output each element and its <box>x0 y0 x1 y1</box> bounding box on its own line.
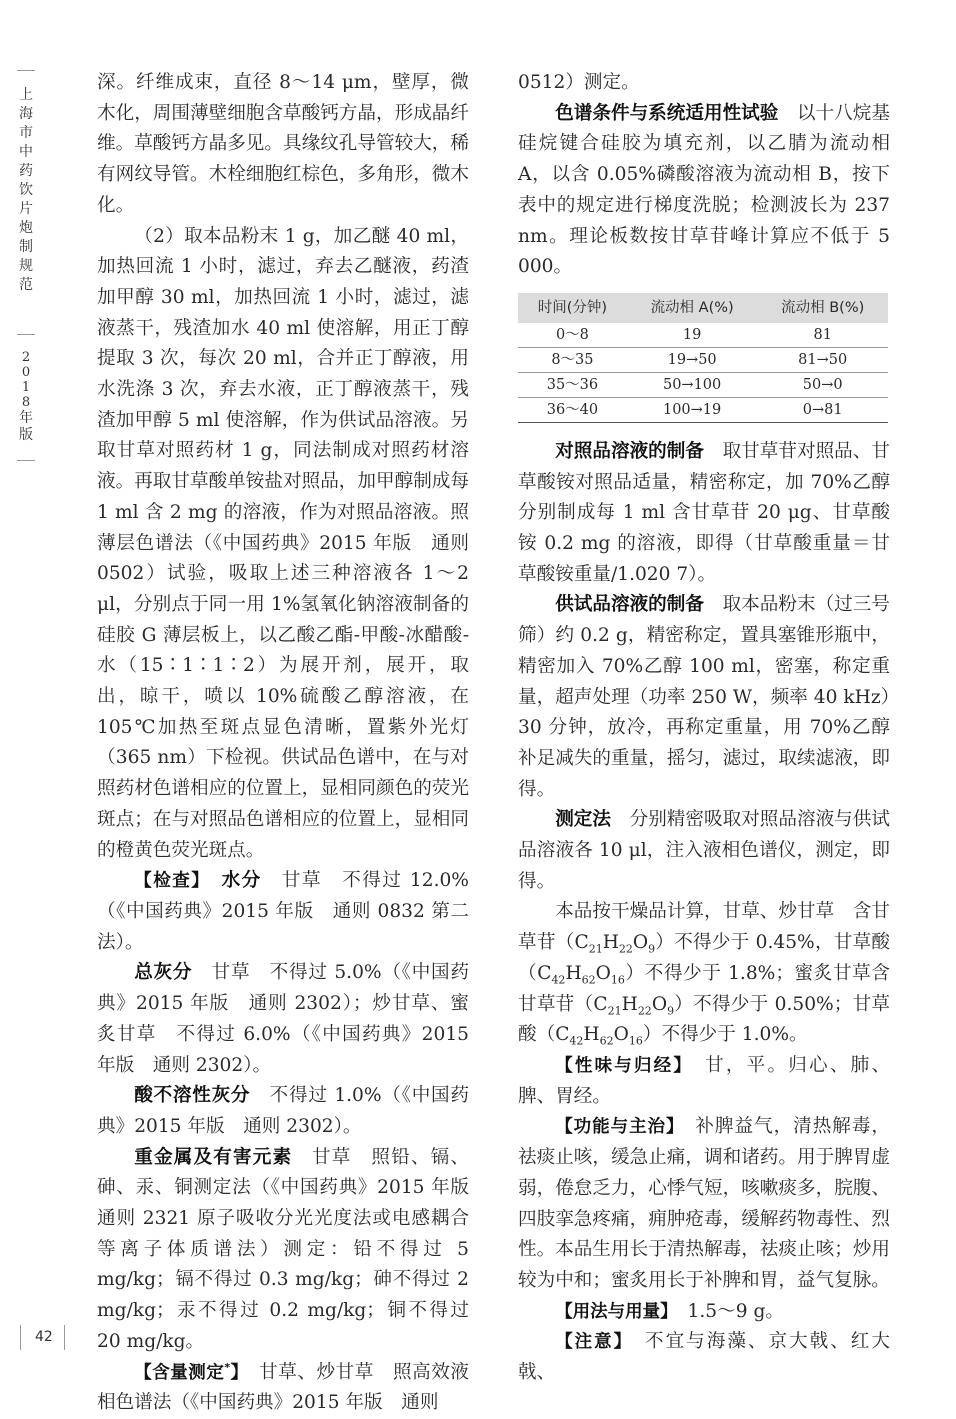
sidebar-char: 范 <box>19 277 33 293</box>
section-label-nature: 【性味与归经】 <box>555 1055 685 1076</box>
table-header: 时间(分钟) <box>518 293 627 323</box>
label-chromatography: 色谱条件与系统适用性试验 <box>555 102 779 124</box>
subscript: 21 <box>588 942 603 956</box>
table-cell: 100→19 <box>627 397 758 422</box>
table-header: 流动相 A(%) <box>627 293 758 323</box>
subscript: 62 <box>599 1035 614 1048</box>
text-fragment: O <box>651 993 668 1015</box>
label-reference-solution: 对照品溶液的制备 <box>555 440 704 462</box>
table-cell: 50→0 <box>757 372 888 397</box>
sidebar-rule-mid <box>17 334 35 335</box>
paragraph-function <box>518 1112 890 1296</box>
table-row <box>518 347 888 372</box>
label-total-ash: 总灰分 <box>134 962 193 984</box>
table-cell: 8～35 <box>518 347 627 372</box>
table-row <box>518 323 888 348</box>
paragraph-procedure <box>518 805 890 897</box>
sidebar-char: 规 <box>19 258 33 274</box>
text-assay: 甘草、炒甘草 照高效液相色谱法（《中国药典》2015 年版 通则 <box>97 1361 469 1414</box>
assay-footnote-mark: * <box>224 1360 231 1374</box>
gradient-table <box>518 293 888 423</box>
text-function: 补脾益气，清热解毒，祛痰止咳，缓急止痛，调和诸药。用于脾胃虚弱，倦怠乏力，心悸气短，咳嗽痰多，脘腹、四肢挛急疼痛，痈肿疮毒，缓解药物毒性、烈性。本品生用长于清热解毒，祛痰止咳；炒用较为中和；蜜炙用长于补脾和胃，益气复脉。 <box>518 1116 890 1291</box>
table-row <box>518 372 888 397</box>
paragraph-caution <box>518 1327 890 1388</box>
sidebar-char: 0 <box>21 365 31 380</box>
paragraph: （2）取本品粉末 1 g，加乙醚 40 ml，加热回流 1 小时，滤过，弃去乙醚液，药渣加甲醇 30 ml，加热回流 1 小时，滤过，滤液蒸干，残渣加水 40 ml 使溶解，用正丁醇提取 3 次，每次 20 ml，合并正丁醇液，用水洗涤 3 次，弃去水液，正丁醇液蒸干，残渣加甲醇 5 ml 使溶解，作为供试品溶液。另取甘草对照药材 1 g，同法制成对照药材溶液。再取甘草酸单铵盐对照品，加甲醇制成每 1 ml 含 2 mg 的溶液，作为对照品溶液。照薄层色谱法（《中国药典》2015 年版 通则 0502）试验，吸取上述三种溶液各 1～2 μl，分别点于同一用 1%氢氧化钠溶液制备的硅胶 G 薄层板上，以乙酸乙酯-甲酸-冰醋酸-水（15∶1∶1∶2）为展开剂，展开，取出，晾干，喷以 10%硫酸乙醇溶液，在 105℃加热至斑点显色清晰，置紫外光灯（365 nm）下检视。供试品色谱中，在与对照药材色谱相应的位置上，显相同颜色的荧光斑点；在与对照品色谱相应的位置上，显相同的橙黄色荧光斑点。 <box>97 225 469 861</box>
text-caution: 不宜与海藻、京大戟、红大戟、 <box>518 1331 890 1384</box>
text-fragment: ）不得少于 1.8%；蜜炙甘草含甘草苷（C <box>518 962 890 1015</box>
text-fragment: O <box>632 932 649 954</box>
table-cell: 0～8 <box>518 323 627 348</box>
paragraph: 深。纤维成束，直径 8～14 μm，壁厚，微木化，周围薄壁细胞含草酸钙方晶，形成晶纤维。草酸钙方晶多见。具缘纹孔导管较大，稀有网纹导管。木栓细胞红棕色，多角形，微木化。 <box>97 72 469 216</box>
sidebar-char: 年 <box>19 410 33 426</box>
paragraph-test-solution <box>518 590 890 805</box>
sidebar-char: 海 <box>19 106 33 122</box>
text-fragment: O <box>613 1024 629 1046</box>
text-fragment: H <box>583 1024 600 1046</box>
paragraph-total-ash <box>97 958 469 1081</box>
table-header: 流动相 B(%) <box>757 293 888 323</box>
left-column <box>97 68 488 1419</box>
label-acid-ash: 酸不溶性灰分 <box>134 1085 251 1107</box>
section-label-caution: 【注意】 <box>555 1332 625 1353</box>
table-cell: 35～36 <box>518 372 627 397</box>
text-water: 甘草 不得过 12.0%（《中国药典》2015 年版 通则 0832 第二法）。 <box>97 870 469 953</box>
sidebar-char: 上 <box>19 87 33 103</box>
sidebar-rule-top <box>17 70 35 71</box>
sidebar-char: 市 <box>19 125 33 141</box>
text-total-ash: 甘草 不得过 5.0%（《中国药典》2015 年版 通则 2302）；炒甘草、蜜炙甘草 不得过 6.0%（《中国药典》2015 年版 通则 2302）。 <box>97 962 469 1076</box>
sidebar-char: 1 <box>21 380 31 395</box>
subscript: 16 <box>628 1035 643 1048</box>
label-test-solution: 供试品溶液的制备 <box>555 594 704 616</box>
table-header-row <box>518 293 888 323</box>
text-chromatography: 以十八烷基硅烷键合硅胶为填充剂，以乙腈为流动相 A，以含 0.05%磷酸溶液为流动相 B，按下表中的规定进行梯度洗脱；检测波长为 237 nm。理论板数按甘草苷峰计算应不低于 5 000。 <box>518 102 890 278</box>
sidebar-char: 炮 <box>19 220 33 236</box>
sidebar-edition <box>12 350 40 444</box>
paragraph-nature-meridian <box>518 1051 890 1112</box>
paragraph-acid-ash <box>97 1081 469 1142</box>
assay-label-close: 】 <box>230 1362 240 1383</box>
table-cell: 50→100 <box>627 372 758 397</box>
table-cell: 19 <box>627 323 758 348</box>
table-cell: 81→50 <box>757 347 888 372</box>
subscript: 22 <box>618 942 633 956</box>
text-fragment: H <box>621 993 638 1015</box>
text-dosage: 1.5～9 g。 <box>687 1300 784 1322</box>
text-procedure: 分别精密吸取对照品溶液与供试品溶液各 10 μl，注入液相色谱仪，测定，即得。 <box>518 809 890 892</box>
text-nature: 甘，平。归心、肺、脾、胃经。 <box>518 1054 890 1107</box>
paragraph-assay <box>97 1358 469 1419</box>
page-number: 42 <box>35 1329 53 1345</box>
text-heavy-metals: 甘草 照铅、镉、砷、汞、铜测定法（《中国药典》2015 年版 通则 2321 原子吸收分光光度法或电感耦合等离子体质谱法）测定：铅不得过 5 mg/kg；镉不得过 0.3 mg/kg；砷不得过 2 mg/kg；汞不得过 0.2 mg/kg；铜不得过 20 mg/kg。 <box>97 1146 488 1352</box>
right-column <box>518 68 890 1389</box>
sidebar-char: 饮 <box>19 182 33 198</box>
sidebar-char: 版 <box>19 427 33 443</box>
text-fragment: O <box>595 962 611 984</box>
label-procedure: 测定法 <box>555 809 611 831</box>
paragraph: 0512）测定。 <box>518 72 640 93</box>
text-fragment: ）不得少于 0.45%，甘草酸（C <box>518 932 890 984</box>
subscript: 62 <box>581 973 596 987</box>
table-cell: 81 <box>757 323 888 348</box>
label-water: 水分 <box>221 870 262 892</box>
label-heavy-metals: 重金属及有害元素 <box>134 1146 293 1168</box>
paragraph-reference-solution <box>518 437 890 591</box>
text-fragment: ）不得少于 1.0%。 <box>642 1024 808 1046</box>
text-reference-solution: 取甘草苷对照品、甘草酸铵对照品适量，精密称定，加 70%乙醇分别制成每 1 ml 含甘草苷 20 μg、甘草酸铵 0.2 mg 的溶液，即得（甘草酸重量＝甘草酸铵重量/1.020 7）。 <box>518 440 890 585</box>
subscript: 42 <box>551 973 566 987</box>
paragraph-content-limits <box>518 897 890 1051</box>
section-label-assay <box>134 1360 240 1383</box>
sidebar-char: 片 <box>19 201 33 217</box>
sidebar-char: 中 <box>19 144 33 160</box>
table-cell: 36～40 <box>518 397 627 422</box>
section-label-function: 【功能与主治】 <box>555 1117 676 1138</box>
subscript: 21 <box>607 1004 622 1018</box>
text-test-solution: 取本品粉末（过三号筛）约 0.2 g，精密称定，置具塞锥形瓶中，精密加入 70%乙醇 100 ml，密塞，称定重量，超声处理（功率 250 W，频率 40 kHz）30 分钟，放冷，再称定重量，用 70%乙醇补足减失的重量，摇匀，滤过，取续滤液，即得。 <box>518 594 890 800</box>
text-fragment: H <box>565 962 582 984</box>
subscript: 9 <box>667 1004 675 1018</box>
paragraph-heavy-metals <box>97 1143 488 1358</box>
text-fragment: H <box>602 932 619 954</box>
sidebar-char: 药 <box>19 163 33 179</box>
subscript: 16 <box>610 973 625 987</box>
section-label-inspection: 【检查】 <box>134 871 202 892</box>
sidebar-char: 2 <box>21 350 31 365</box>
table-cell: 0→81 <box>757 397 888 422</box>
footer-rule-right <box>64 1325 65 1350</box>
paragraph-water <box>97 866 469 958</box>
text-acid-ash: 不得过 1.0%（《中国药典》2015 年版 通则 2302）。 <box>97 1085 469 1137</box>
subscript: 22 <box>637 1004 652 1018</box>
sidebar-char: 8 <box>21 395 31 410</box>
sidebar-rule-bottom <box>17 460 35 461</box>
paragraph-dosage <box>518 1297 890 1328</box>
assay-label-text: 【含量测定 <box>134 1362 225 1383</box>
subscript: 9 <box>648 942 656 956</box>
table-cell: 19→50 <box>627 347 758 372</box>
section-label-dosage: 【用法与用量】 <box>555 1301 669 1322</box>
footer-rule-left <box>20 1325 21 1350</box>
sidebar-book-title <box>12 86 40 295</box>
sidebar-char: 制 <box>19 239 33 255</box>
paragraph-chromatography <box>518 99 890 283</box>
table-row <box>518 397 888 422</box>
text-fragment: ）不得少于 0.50%；甘草酸（C <box>518 993 890 1046</box>
subscript: 42 <box>569 1035 584 1048</box>
text-fragment: 本品按干燥品计算，甘草、炒甘草 含甘草苷（C <box>518 901 890 954</box>
